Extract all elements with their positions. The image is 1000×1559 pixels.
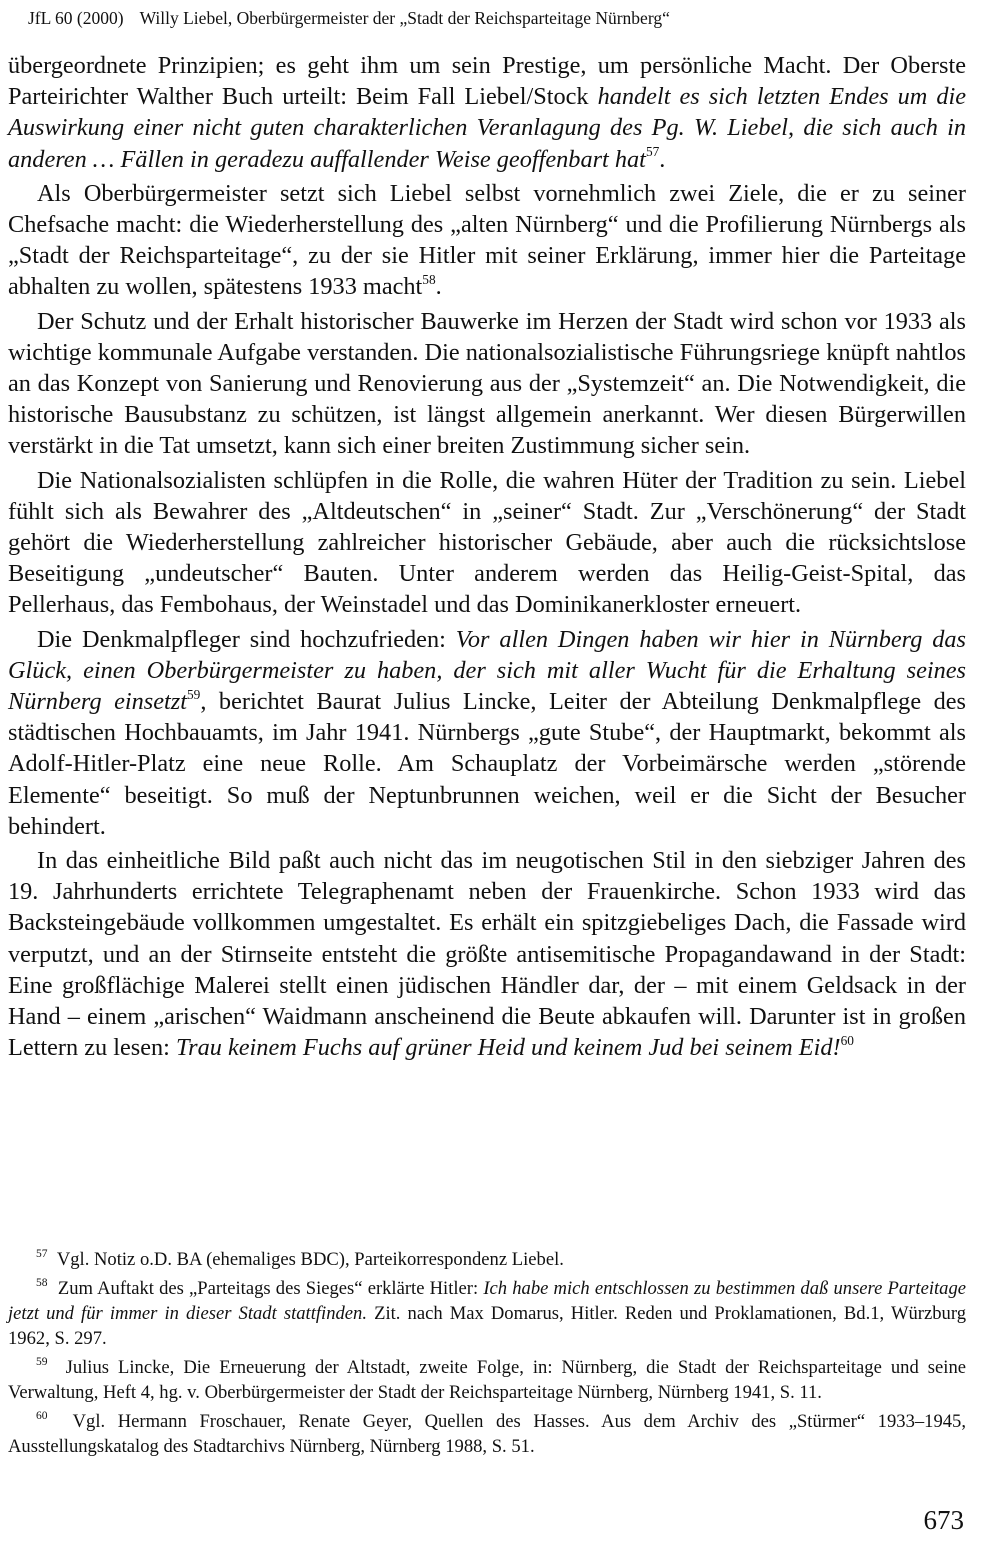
article-title: Willy Liebel, Oberbürgermeister der „Stadt der Reichsparteitage Nürnberg“ [139, 8, 670, 28]
footnote-ref-57[interactable]: 57 [645, 144, 660, 160]
paragraph-3: Der Schutz und der Erhalt historischer Bauwerke im Herzen der Stadt wird schon vor 1933 als wichtige kommunale Aufgabe verstanden. Die nationalsozialistische Führungsriege knüpft nahtlos an das Konzept von Sanierung und Renovierung aus der „Systemzeit“ an. Die Notwendigkeit, die historische Bausubstanz zu schützen, ist längst allgemein anerkannt. Wer diesen Bürgerwillen verstärkt in die Tat umsetzt, kann sich einer breiten Zustimmung sicher sein. [8, 307, 966, 460]
footnote-57: $^{57}$ Vgl. Notiz o.D. BA (ehemaliges BDC), Parteikorrespondenz Liebel. [36, 1247, 564, 1270]
footnote-60: $^{60}$ Vgl. Hermann Froschauer, Renate Geyer, Quellen des Hasses. Aus dem Archiv des „Stürmer“ 1933–1945, Ausstellungskatalog des Stadtarchivs Nürnberg, Nürnberg 1988, S. 51. [8, 1409, 966, 1457]
footnotes [8, 1247, 966, 1463]
quote-lincke: Vor allen Dingen haben wir hier in Nürnberg das Glück, einen Oberbürgermeister zu haben, der sich mit aller Wucht für die Erhaltung seines Nürnberg einsetzt [8, 625, 966, 716]
paragraph-1: übergeordnete Prinzipien; es geht ihm um sein Prestige, um persönliche Macht. Der Oberste Parteirichter Walther Buch urteilt: Beim Fall Liebel/Stock handelt es sich letzten Endes um die Auswirkung einer nicht guten charakterlichen Veranlagung des Pg. W. Liebel, die sich auch in anderen … Fällen in geradezu auffallender Weise geoffenbart hat$^{57}$. [8, 52, 966, 173]
footnote-ref-59[interactable]: 59 [186, 686, 201, 702]
quote-buch: handelt es sich letzten Endes um die Auswirkung einer nicht guten charakterlichen Veranlagung des Pg. W. Liebel, die sich auch in anderen … Fällen in geradezu auffallender Weise geoffenbart hat [8, 83, 966, 173]
paragraph-5: Die Denkmalpfleger sind hochzufrieden: Vor allen Dingen haben wir hier in Nürnberg das Glück, einen Oberbürgermeister zu haben, der sich mit aller Wucht für die Erhaltung seines Nürnberg einsetzt$^{59}$, berichtet Baurat Julius Lincke, Leiter der Abteilung Denkmalpflege des städtischen Hochbauamts, im Jahr 1941. Nürnbergs „gute Stube“, der Hauptmarkt, bekommt als Adolf-Hitler-Platz eine neue Rolle. Am Schauplatz der Vorbeimärsche werden „störende Elemente“ beseitigt. So muß der Neptunbrunnen weichen, weil er die Sicht der Besucher behindert. [8, 625, 966, 840]
footnote-58: $^{58}$ Zum Auftakt des „Parteitags des Sieges“ erklärte Hitler: Ich habe mich entschlossen zu bestimmen daß unsere Parteitage jetzt und für immer in dieser Stadt stattfinden. Zit. nach Max Domarus, Hitler. Reden und Proklamationen, Bd.1, Würzburg 1962, S. 297. [8, 1276, 967, 1349]
journal-reference: JfL 60 (2000) [28, 8, 124, 28]
footnote-59: $^{59}$ Julius Lincke, Die Erneuerung der Altstadt, zweite Folge, in: Nürnberg, die Stadt der Reichsparteitage und seine Verwaltung, Heft 4, hg. v. Oberbürgermeister der Stadt der Reichsparteitage Nürnberg, Nürnberg 1941, S. 11. [8, 1355, 967, 1403]
footnote-ref-58[interactable]: 58 [422, 272, 436, 287]
paragraph-2: Als Oberbürgermeister setzt sich Liebel selbst vornehmlich zwei Ziele, die er zu seiner Chefsache macht: die Wiederherstellung des „alten Nürnberg“ und die Profilierung Nürnbergs als „Stadt der Reichsparteitage“, zu der sie Hitler mit seiner Erklärung, immer hier die Parteitage abhalten zu wollen, spätestens 1933 macht$^{58}$. [8, 179, 966, 301]
paragraph-4: Die Nationalsozialisten schlüpfen in die Rolle, die wahren Hüter der Tradition zu sein. Liebel fühlt sich als Bewahrer des „Altdeutschen“ in „seiner“ Stadt. Zur „Verschönerung“ der Stadt gehört die Wiederherstellung zahlreicher historischer Gebäude, aber auch die rücksichtslose Beseitigung „undeutscher“ Bauten. Unter anderem werden das Heilig-Geist-Spital, das Pellerhaus, das Fembohaus, der Weinstadel und das Dominikanerkloster erneuert. [8, 466, 966, 619]
main-text [8, 50, 966, 1067]
paragraph-6: In das einheitliche Bild paßt auch nicht das im neugotischen Stil in den siebziger Jahren des 19. Jahrhunderts errichtete Telegraphenamt neben der Frauenkirche. Schon 1933 wird das Backsteingebäude vollkommen umgestaltet. Es erhält ein spitzgiebeliges Dach, die Fassade wird verputzt, und an der Stirnseite entsteht die größte antisemitische Propagandawand in der Stadt: Eine großflächige Malerei stellt einen jüdischen Händler dar, der – mit einem Geldsack in der Hand – einem „arischen“ Waidmann anscheinend die Beute abkaufen will. Darunter ist in großen Lettern zu lesen: Trau keinem Fuchs auf grüner Heid und keinem Jud bei seinem Eid!$^{60}$ [8, 847, 966, 1062]
quote-propaganda: Trau keinem Fuchs auf grüner Heid und keinem Jud bei seinem Eid! [175, 1034, 841, 1062]
running-header [28, 6, 978, 30]
footnote-ref-60[interactable]: 60 [840, 1032, 854, 1048]
page-number: 673 [923, 1505, 964, 1535]
